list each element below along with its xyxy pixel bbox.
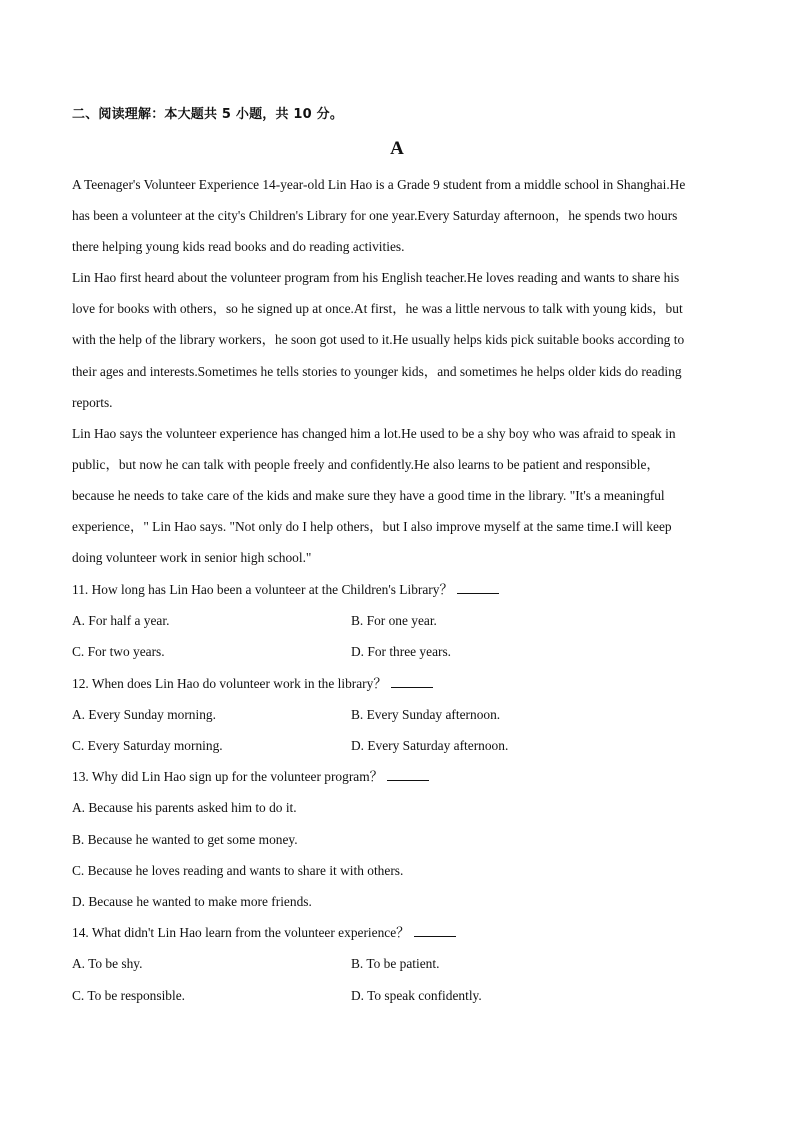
question-stem: 11. How long has Lin Hao been a volunteer at the Children's Library？ (72, 582, 453, 597)
option-a: A. For half a year. (72, 613, 170, 628)
option-b: B. To be patient. (351, 956, 440, 971)
passage-line: Lin Hao first heard about the volunteer program from his English teacher.He loves reading and wants to share his (72, 270, 680, 285)
option-c: C. To be responsible. (72, 988, 185, 1003)
option-c: C. Because he loves reading and wants to share it with others. (72, 863, 404, 878)
passage-line: has been a volunteer at the city's Children's Library for one year.Every Saturday afternoon，he spends two hours (72, 208, 678, 223)
answer-blank[interactable] (414, 924, 456, 937)
option-b: B. Because he wanted to get some money. (72, 832, 298, 847)
answer-blank[interactable] (391, 675, 433, 688)
answer-blank[interactable] (387, 768, 429, 781)
option-b: B. Every Sunday afternoon. (351, 707, 501, 722)
option-a: A. Every Sunday morning. (72, 707, 216, 722)
passage-line: experience，" Lin Hao says. "Not only do I help others，but I also improve myself at the same time.I will keep (72, 519, 672, 534)
passage-line: reports. (72, 395, 113, 410)
question-14 (72, 924, 456, 942)
passage-line: love for books with others，so he signed up at once.At first，he was a little nervous to talk with young kids，but (72, 301, 683, 316)
passage-line: public，but now he can talk with people freely and confidently.He also learns to be patient and responsible， (72, 457, 660, 472)
option-c: C. Every Saturday morning. (72, 738, 223, 753)
option-d: D. For three years. (351, 644, 452, 659)
passage-letter: A (390, 138, 404, 159)
question-11 (72, 581, 499, 599)
question-stem: 14. What didn't Lin Hao learn from the volunteer experience？ (72, 925, 410, 940)
passage-line: with the help of the library workers，he soon got used to it.He usually helps kids pick suitable books according to (72, 332, 685, 347)
question-stem: 12. When does Lin Hao do volunteer work in the library？ (72, 676, 387, 691)
question-stem: 13. Why did Lin Hao sign up for the volunteer program？ (72, 769, 384, 784)
option-d: D. Because he wanted to make more friends. (72, 894, 312, 909)
option-a: A. To be shy. (72, 956, 143, 971)
question-13 (72, 768, 429, 786)
passage-line: there helping young kids read books and do reading activities. (72, 239, 405, 254)
question-12 (72, 675, 433, 693)
passage-line: A Teenager's Volunteer Experience 14-year-old Lin Hao is a Grade 9 student from a middle school in Shanghai.He (72, 177, 686, 192)
answer-blank[interactable] (457, 581, 499, 594)
option-b: B. For one year. (351, 613, 437, 628)
passage-line: their ages and interests.Sometimes he tells stories to younger kids，and sometimes he helps older kids do reading (72, 364, 682, 379)
passage-line: doing volunteer work in senior high school." (72, 550, 312, 565)
option-c: C. For two years. (72, 644, 165, 659)
passage-line: Lin Hao says the volunteer experience has changed him a lot.He used to be a shy boy who was afraid to speak in (72, 426, 676, 441)
section-heading: 二、阅读理解：本大题共 5 小题，共 10 分。 (72, 107, 344, 122)
passage-line: because he needs to take care of the kids and make sure they have a good time in the library. "It's a meaningful (72, 488, 665, 503)
option-d: D. To speak confidently. (351, 988, 482, 1003)
option-d: D. Every Saturday afternoon. (351, 738, 509, 753)
option-a: A. Because his parents asked him to do it. (72, 800, 297, 815)
